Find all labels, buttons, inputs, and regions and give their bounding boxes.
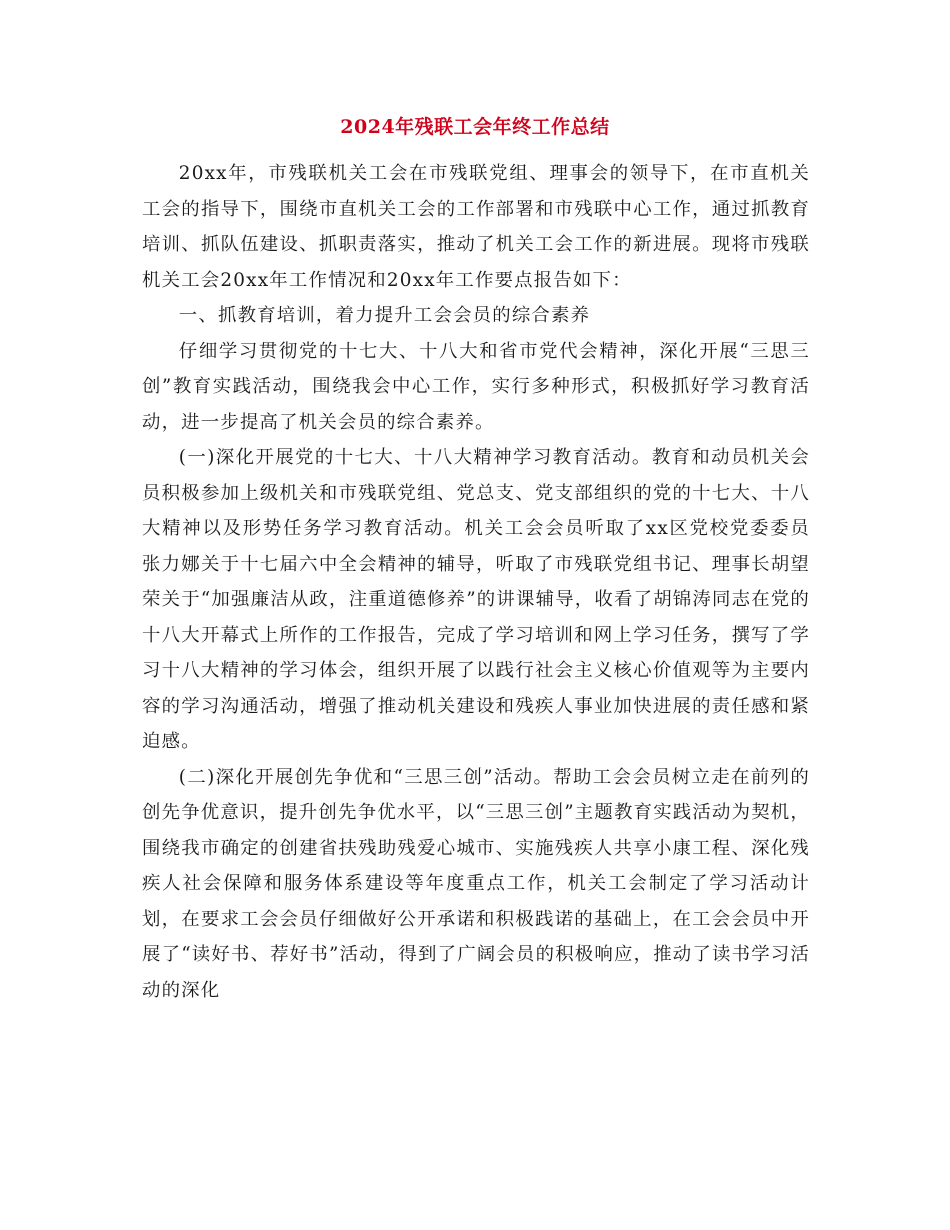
section-heading-1: 一、抓教育培训，着力提升工会会员的综合素养 <box>178 305 591 326</box>
paragraph-intro: 20xx年，市残联机关工会在市残联党组、理事会的领导下，在市直机关工会的指导下，围绕市直机关工会的工作部署和市残联中心工作，通过抓教育培训、抓队伍建设、抓职责落实，推动了机关工会工作的新进展。现将市残联机关工会20xx年工作情况和20xx年工作要点报告如下： <box>142 163 810 291</box>
document-title: 2024年残联工会年终工作总结 <box>340 116 610 138</box>
paragraph-subsection-2: (二)深化开展创先争优和“三思三创”活动。帮助工会会员树立走在前列的创先争优意识，提升创先争优水平，以“三思三创”主题教育实践活动为契机，围绕我市确定的创建省扶残助残爱心城市、实施残疾人共享小康工程、深化残疾人社会保障和服务体系建设等年度重点工作，机关工会制定了学习活动计划，在要求工会会员仔细做好公开承诺和积极践诺的基础上，在工会会员中开展了“读好书、荐好书”活动，得到了广阔会员的积极响应，推动了读书学习活动的深化 <box>142 766 810 1001</box>
paragraph-section-1-intro: 仔细学习贯彻党的十七大、十八大和省市党代会精神，深化开展“三思三创”教育实践活动，围绕我会中心工作，实行多种形式，积极抓好学习教育活动，进一步提高了机关会员的综合素养。 <box>142 340 810 433</box>
paragraph-subsection-1: (一)深化开展党的十七大、十八大精神学习教育活动。教育和动员机关会员积极参加上级机关和市残联党组、党总支、党支部组织的党的十七大、十八大精神以及形势任务学习教育活动。机关工会会员听取了xx区党校党委委员张力娜关于十七届六中全会精神的辅导，听取了市残联党组书记、理事长胡望荣关于“加强廉洁从政，注重道德修养”的讲课辅导，收看了胡锦涛同志在党的十八大开幕式上所作的工作报告，完成了学习培训和网上学习任务，撰写了学习十八大精神的学习体会，组织开展了以践行社会主义核心价值观等为主要内容的学习沟通活动，增强了推动机关建设和残疾人事业加快进展的责任感和紧迫感。 <box>142 447 810 752</box>
document-body <box>142 156 810 1008</box>
